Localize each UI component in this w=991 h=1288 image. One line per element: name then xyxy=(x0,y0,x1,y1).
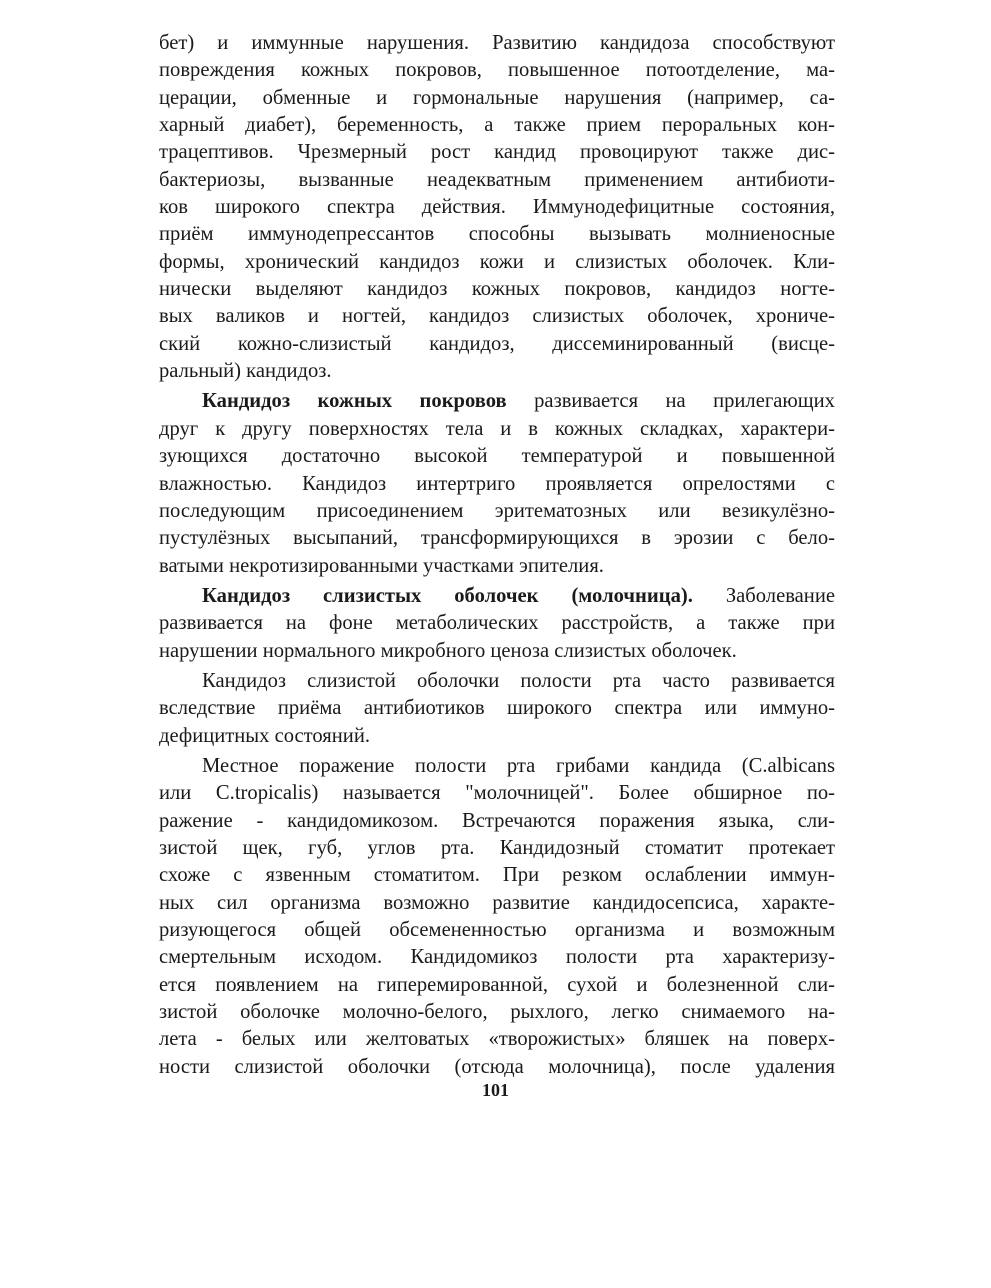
text-line: вых валиков и ногтей, кандидоз слизистых оболочек, хрониче- xyxy=(159,305,835,328)
page-number: 101 xyxy=(482,1080,509,1100)
text-line: харный диабет), беременность, а также прием пероральных кон- xyxy=(159,114,835,137)
text-line: ральный) кандидоз. xyxy=(159,360,332,383)
paragraph xyxy=(159,753,835,1081)
text-line xyxy=(159,583,835,610)
text-line: дефицитных состояний. xyxy=(159,724,370,747)
text-line: Местное поражение полости рта грибами кандида (C.albicans xyxy=(202,754,835,777)
text-line: развивается на фоне метаболических расстройств, а также при xyxy=(159,612,835,635)
text-line: ватыми некротизированными участками эпителия. xyxy=(159,554,604,577)
text-line: ности слизистой оболочки (отсюда молочница), после удаления xyxy=(159,1055,835,1078)
text-line: друг к другу поверхностях тела и в кожных складках, характери- xyxy=(159,417,835,440)
text-line: вследствие приёма антибиотиков широкого спектра или иммуно- xyxy=(159,697,835,720)
text-line: лета - белых или желтоватых «творожистых» бляшек на поверх- xyxy=(159,1028,835,1051)
text-line: схоже с язвенным стоматитом. При резком ослаблении иммун- xyxy=(159,864,835,887)
paragraph xyxy=(159,668,835,750)
text-line: нарушении нормального микробного ценоза слизистых оболочек. xyxy=(159,639,737,662)
paragraph xyxy=(159,388,835,579)
text-line: последующим присоединением эритематозных или везикулёзно- xyxy=(159,499,835,522)
text-line: Кандидоз слизистой оболочки полости рта часто развивается xyxy=(202,669,835,692)
text-line xyxy=(159,388,835,415)
text-line: формы, хронический кандидоз кожи и слизистых оболочек. Кли- xyxy=(159,250,835,273)
text-line: трацептивов. Чрезмерный рост кандид провоцируют также дис- xyxy=(159,141,835,164)
paragraph xyxy=(159,30,835,385)
page-body xyxy=(159,30,835,1081)
text-line: ский кожно-слизистый кандидоз, диссеминированный (висце- xyxy=(159,332,835,355)
section-heading: Кандидоз кожных покровов xyxy=(202,390,507,413)
text-line: церации, обменные и гормональные нарушения (например, са- xyxy=(159,86,835,109)
text-line: зистой оболочке молочно-белого, рыхлого, легко снимаемого на- xyxy=(159,1001,835,1024)
text-line: нически выделяют кандидоз кожных покровов, кандидоз ногте- xyxy=(159,278,835,301)
text-line: зистой щек, губ, углов рта. Кандидозный стоматит протекает xyxy=(159,836,835,859)
text-line: ков широкого спектра действия. Иммунодефицитные состояния, xyxy=(159,196,835,219)
text-line: повреждения кожных покровов, повышенное потоотделение, ма- xyxy=(159,59,835,82)
paragraph xyxy=(159,583,835,665)
text-run: развивается на прилегающих xyxy=(506,390,835,413)
section-heading: Кандидоз слизистых оболочек (молочница). xyxy=(202,584,693,607)
text-line: бет) и иммунные нарушения. Развитию кандидоза способствуют xyxy=(159,32,835,54)
text-line: ется появлением на гиперемированной, сухой и болезненной сли- xyxy=(159,973,835,996)
text-line: влажностью. Кандидоз интертриго проявляется опрелостями с xyxy=(159,472,835,495)
text-line: бактериозы, вызванные неадекватным применением антибиоти- xyxy=(159,168,835,191)
text-run: Заболевание xyxy=(692,584,835,607)
text-line: смертельным исходом. Кандидомикоз полости рта характеризу- xyxy=(159,946,835,969)
text-line: ных сил организма возможно развитие кандидосепсиса, характе- xyxy=(159,891,835,914)
text-line: или C.tropicalis) называется "молочницей". Более обширное по- xyxy=(159,782,835,805)
text-line: пустулёзных высыпаний, трансформирующихся в эрозии с бело- xyxy=(159,527,835,550)
text-line: ризующегося общей обсемененностью организма и возможным xyxy=(159,919,835,941)
text-line: зующихся достаточно высокой температурой и повышенной xyxy=(159,445,835,468)
text-line: приём иммунодепрессантов способны вызывать молниеносные xyxy=(159,223,835,246)
text-line: ражение - кандидомикозом. Встречаются поражения языка, сли- xyxy=(159,809,835,832)
